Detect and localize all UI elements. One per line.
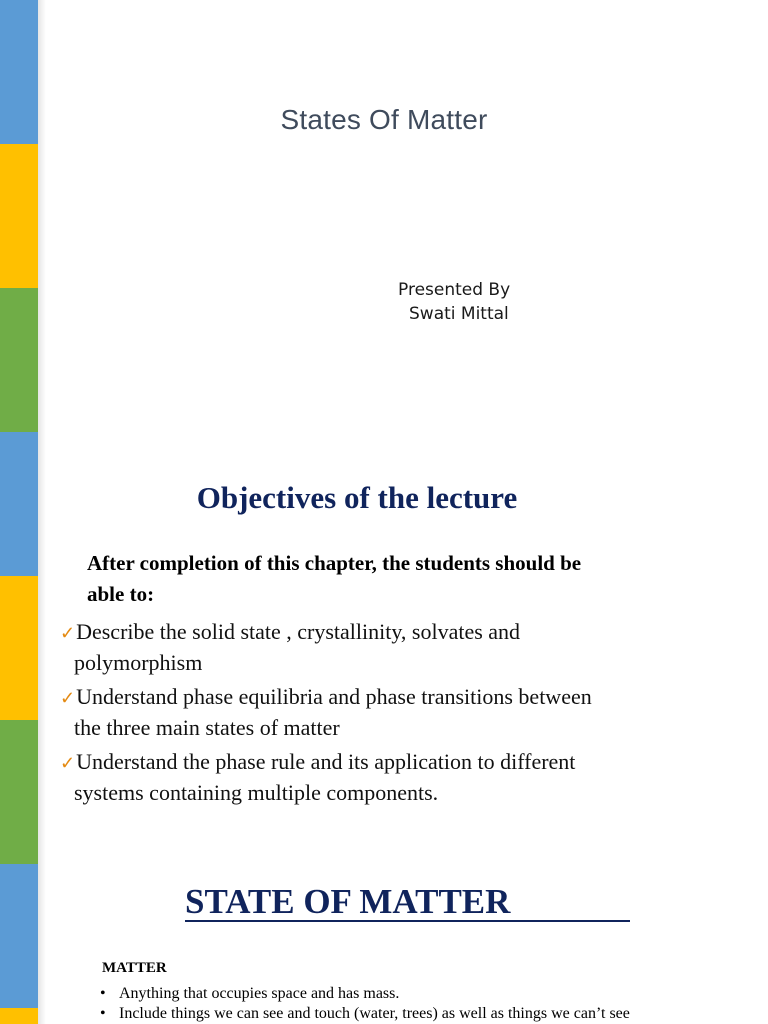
presenter-name: Swati Mittal	[409, 304, 509, 324]
side-color-bar	[0, 864, 38, 1024]
side-shadow	[38, 0, 46, 432]
bullet-item	[100, 984, 760, 1004]
side-shadow	[38, 864, 46, 1024]
bar-segment	[0, 144, 38, 288]
checkmark-icon: ✓	[60, 753, 76, 773]
objective-text-cont: systems containing multiple components.	[74, 780, 439, 805]
bullet-item	[100, 1004, 760, 1024]
checkmark-icon: ✓	[60, 623, 76, 643]
checkmark-icon: ✓	[60, 688, 76, 708]
bar-segment	[0, 576, 38, 720]
state-of-matter-title: STATE OF MATTER	[185, 884, 630, 922]
bullet-text: Anything that occupies space and has mass.	[119, 985, 400, 1002]
objective-item	[60, 747, 740, 807]
side-color-bar	[0, 0, 38, 432]
presented-by-label: Presented By	[398, 280, 511, 300]
slide-state-of-matter	[0, 864, 768, 1024]
bullet-icon: •	[100, 1005, 106, 1022]
objective-text: Understand the phase rule and its application to different	[76, 749, 576, 774]
slide-title	[0, 0, 768, 432]
bar-segment	[0, 1008, 38, 1024]
objective-item	[60, 682, 740, 742]
intro-line: able to:	[87, 582, 155, 606]
objectives-title: Objectives of the lecture	[196, 480, 518, 515]
objective-item	[60, 617, 740, 677]
objectives-intro	[87, 548, 707, 610]
bullet-icon: •	[100, 985, 106, 1002]
matter-bullets	[100, 984, 760, 1024]
presenter-block	[398, 278, 510, 326]
intro-line: After completion of this chapter, the students should be	[87, 551, 582, 575]
presentation-title: States Of Matter	[280, 104, 488, 135]
bullet-text: Include things we can see and touch (water, trees) as well as things we can’t see	[119, 1005, 630, 1022]
bar-segment	[0, 288, 38, 432]
slide-objectives	[0, 432, 768, 864]
objectives-list	[60, 617, 740, 812]
objective-text-cont: polymorphism	[74, 650, 203, 675]
objective-text: Describe the solid state , crystallinity, solvates and	[76, 619, 521, 644]
bar-segment	[0, 720, 38, 864]
objective-text-cont: the three main states of matter	[74, 715, 340, 740]
bar-segment	[0, 864, 38, 1008]
objective-text: Understand phase equilibria and phase transitions between	[76, 684, 592, 709]
matter-subheading: MATTER	[102, 960, 167, 976]
